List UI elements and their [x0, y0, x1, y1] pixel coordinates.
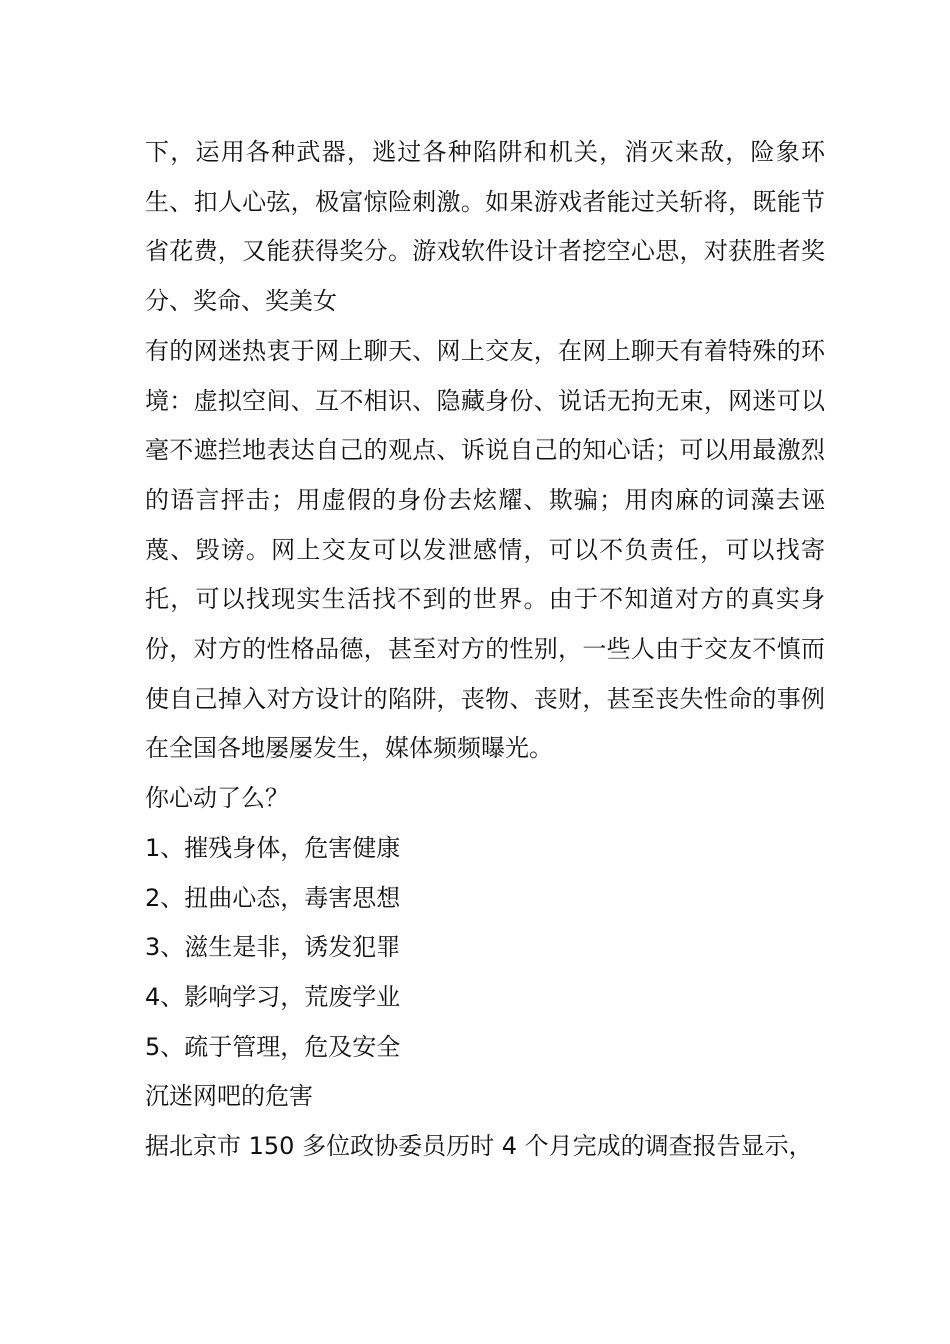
document-body [145, 128, 825, 1172]
paragraph-game-description: 下，运用各种武器，逃过各种陷阱和机关，消灭来敌，险象环生、扣人心弦，极富惊险刺激。如果游戏者能过关斩将，既能节省花费，又能获得奖分。游戏软件设计者挖空心思，对获胜者奖分、奖命、奖美女 [145, 138, 825, 316]
list-item: 3、滋生是非，诱发犯罪 [145, 933, 401, 962]
paragraph-survey: 据北京市 150 多位政协委员历时 4 个月完成的调查报告显示， [145, 1132, 813, 1161]
list-item: 2、扭曲心态，毒害思想 [145, 883, 401, 912]
question-line: 你心动了么？ [145, 784, 289, 813]
list-item: 1、摧残身体，危害健康 [145, 833, 401, 862]
list-item: 5、疏于管理，危及安全 [145, 1032, 401, 1061]
list-item: 4、影响学习，荒废学业 [145, 982, 401, 1011]
paragraph-online-chat: 有的网迷热衷于网上聊天、网上交友，在网上聊天有着特殊的环境：虚拟空间、互不相识、隐藏身份、说话无拘无束，网迷可以毫不遮拦地表达自己的观点、诉说自己的知心话；可以用最激烈的语言抨击；用虚假的身份去炫耀、欺骗；用肉麻的词藻去诬蔑、毁谤。网上交友可以发泄感情，可以不负责任，可以找寄托，可以找现实生活找不到的世界。由于不知道对方的真实身份，对方的性格品德，甚至对方的性别，一些人由于交友不慎而使自己掉入对方设计的陷阱，丧物、丧财，甚至丧失性命的事例在全国各地屡屡发生，媒体频频曝光。 [145, 336, 825, 763]
section-heading: 沉迷网吧的危害 [145, 1082, 313, 1111]
